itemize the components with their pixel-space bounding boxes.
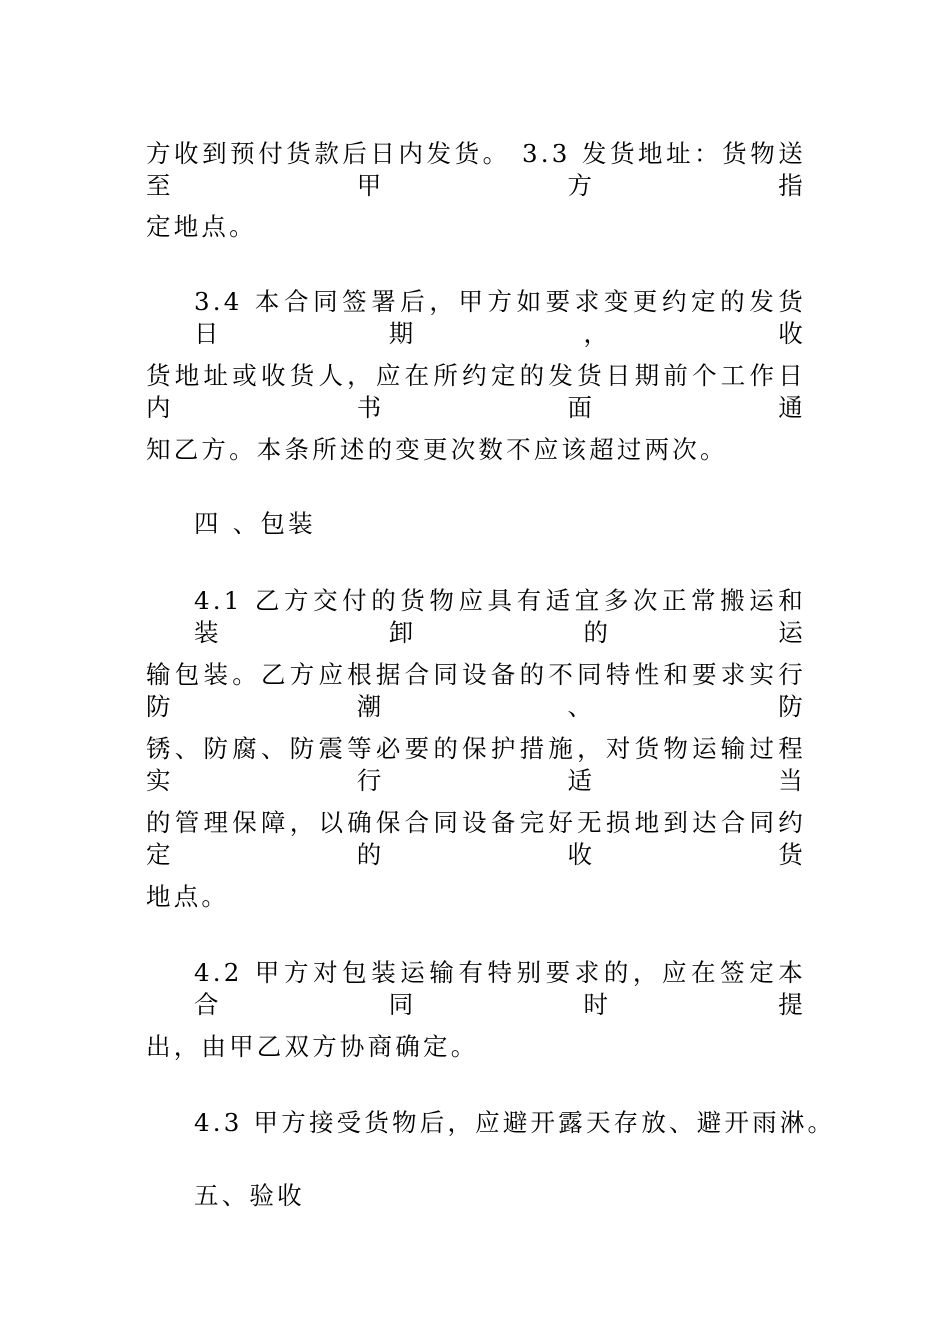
text-line: 出，由甲乙双方协商确定。 [146, 1032, 479, 1061]
paragraph-4-2-start: 4.2 甲方对包装运输有特别要求的，应在签定本合同时提 [194, 958, 806, 1019]
text-line: 方收到预付货款后日内发货。 3.3 发货地址：货物送至甲方指 [146, 139, 806, 200]
text-line: 的管理保障，以确保合同设备完好无损地到达合同约定的收货 [146, 808, 806, 869]
text-line: 货地址或收货人，应在所约定的发货日期前个工作日内书面通 [146, 361, 806, 422]
paragraph-4-3: 4.3 甲方接受货物后，应避开露天存放、避开雨淋。 [194, 1108, 836, 1137]
text-line: 知乙方。本条所述的变更次数不应该超过两次。 [146, 435, 728, 464]
paragraph-4-1-start: 4.1 乙方交付的货物应具有适宜多次正常搬运和装卸的运 [194, 586, 806, 647]
paragraph-3-4-start: 3.4 本合同签署后，甲方如要求变更约定的发货日期，收 [194, 287, 806, 348]
text-line: 地点。 [146, 882, 230, 911]
text-line: 输包装。乙方应根据合同设备的不同特性和要求实行防潮、防 [146, 660, 806, 721]
section-heading-acceptance: 五、验收 [194, 1181, 305, 1210]
text-line: 定地点。 [146, 212, 257, 241]
section-heading-packaging: 四 、包装 [194, 509, 316, 538]
text-line: 锈、防腐、防震等必要的保护措施，对货物运输过程实行适当 [146, 734, 806, 795]
